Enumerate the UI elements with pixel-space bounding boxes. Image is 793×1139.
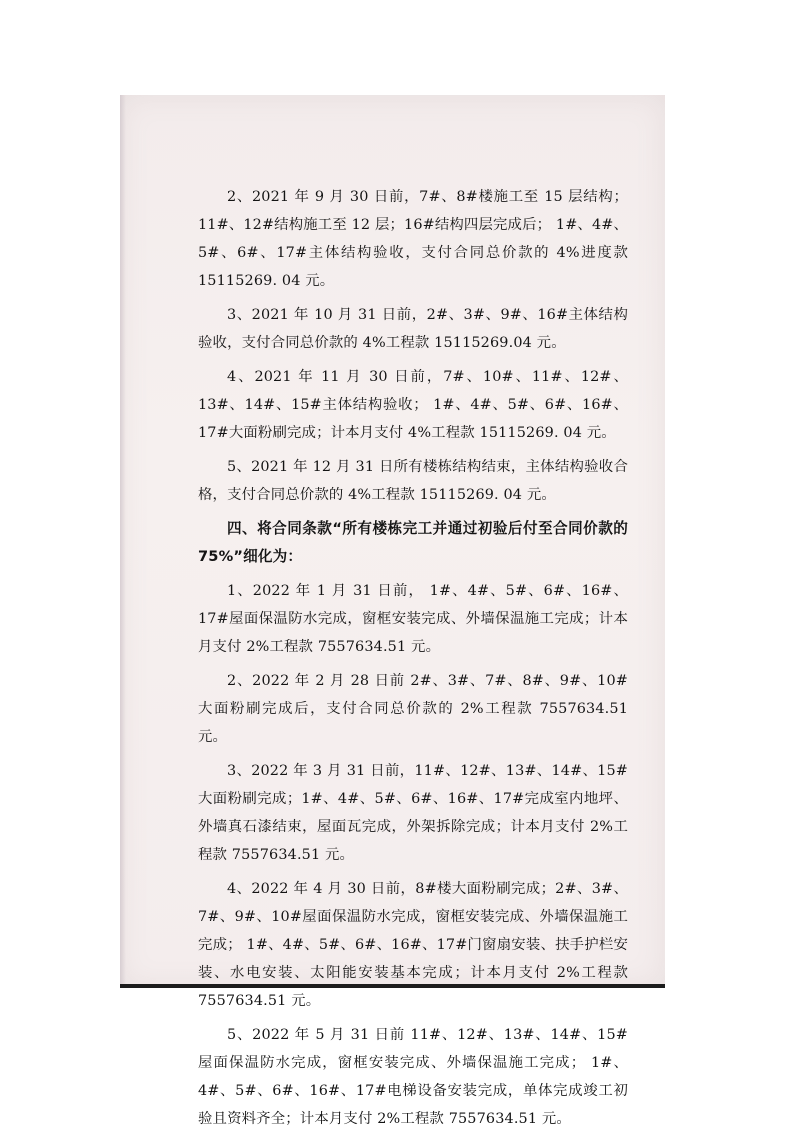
- section-heading: 四、将合同条款“所有楼栋完工并通过初验后付至合同价款的 75%”细化为：: [198, 520, 628, 565]
- clause-paragraph: 5、2021 年 12 月 31 日所有楼栋结构结束，主体结构验收合格，支付合同总价款的 4%工程款 15115269. 04 元。: [198, 459, 628, 503]
- clause-paragraph: 2、2022 年 2 月 28 日前 2#、3#、7#、8#、9#、10#大面粉刷完成后，支付合同总价款的 2%工程款 7557634.51 元。: [198, 673, 628, 745]
- clause-paragraph: 1、2022 年 1 月 31 日前， 1#、4#、5#、6#、16#、17#屋面保温防水完成，窗框安装完成、外墙保温施工完成；计本月支付 2%工程款 7557634.51 元。: [198, 583, 628, 655]
- clause-paragraph: 4、2021 年 11 月 30 日前，7#、10#、11#、12#、13#、14#、15#主体结构验收； 1#、4#、5#、6#、16#、17#大面粉刷完成；计本月支付 4%工程款 15115269. 04 元。: [198, 369, 628, 441]
- clause-paragraph: 4、2022 年 4 月 30 日前，8#楼大面粉刷完成；2#、3#、7#、9#、10#屋面保温防水完成，窗框安装完成、外墙保温施工完成； 1#、4#、5#、6#、16#、17#门窗扇安装、扶手护栏安装、水电安装、太阳能安装基本完成；计本月支付 2%工程款 7557634.51 元。: [198, 881, 628, 1009]
- document-body: [198, 183, 628, 1139]
- document-page: [120, 95, 665, 1127]
- clause-paragraph: 2、2021 年 9 月 30 日前，7#、8#楼施工至 15 层结构；11#、12#结构施工至 12 层；16#结构四层完成后； 1#、4#、5#、6#、17#主体结构验收，支付合同总价款的 4%进度款 15115269. 04 元。: [198, 189, 629, 289]
- clause-paragraph: 3、2022 年 3 月 31 日前，11#、12#、13#、14#、15#大面粉刷完成；1#、4#、5#、6#、16#、17#完成室内地坪、外墙真石漆结束，屋面瓦完成，外架拆除完成；计本月支付 2%工程款 7557634.51 元。: [198, 763, 628, 863]
- clause-paragraph: 3、2021 年 10 月 31 日前，2#、3#、9#、16#主体结构验收，支付合同总价款的 4%工程款 15115269.04 元。: [198, 307, 628, 351]
- clause-paragraph: 5、2022 年 5 月 31 日前 11#、12#、13#、14#、15#屋面保温防水完成，窗框安装完成、外墙保温施工完成； 1#、4#、5#、6#、16#、17#电梯设备安装完成，单体完成竣工初验且资料齐全；计本月支付 2%工程款 7557634.51 元。: [198, 1027, 628, 1127]
